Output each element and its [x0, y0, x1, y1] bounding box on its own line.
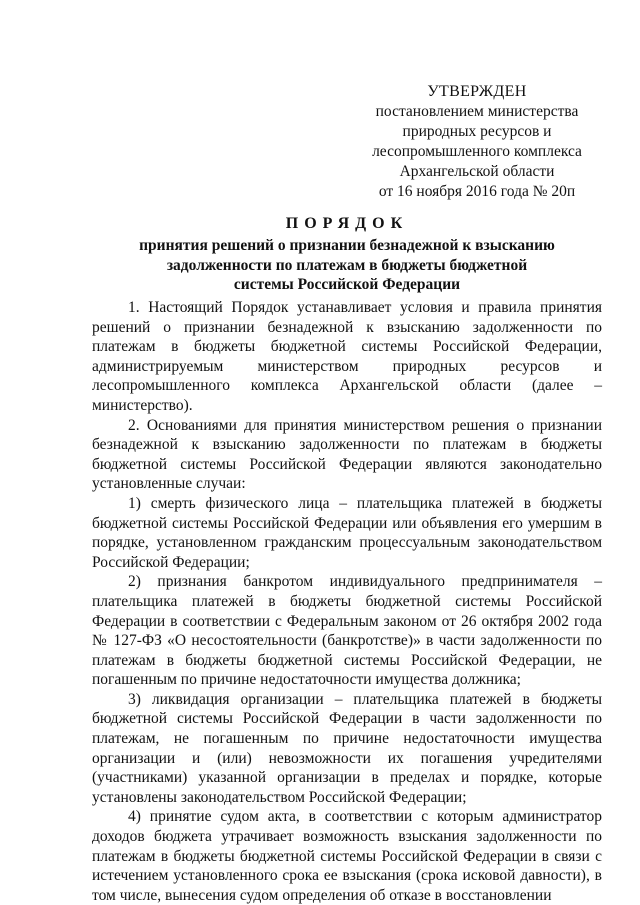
- title-subtitle-line: системы Российской Федерации: [233, 276, 461, 293]
- list-item: 4) принятие судом акта, в соответствии с которым администратор доходов бюджета утрачивает возможность взыскания задолженности по платежам в бюджеты бюджетной системы Российской Федерации в связи с истечением установленного срока ее взыскания (срока исковой давности), в том числе, вынесения судом определения об отказе в восстановлении: [92, 808, 602, 904]
- list-item: 2) признания банкротом индивидуального предпринимателя – плательщика платежей в бюджеты бюджетной системы Российской Федерации в соответствии с Федеральным законом от 26 октября 2002 года № 127-ФЗ «О несостоятельности (банкротстве)» в части задолженности по платежам в бюджеты бюджетной системы Российской Федерации, не погашенным по причине недостаточности имущества должника;: [92, 573, 602, 689]
- title-subtitle-line: принятия решений о признании безнадежной к взысканию: [139, 237, 555, 254]
- document-body: [92, 298, 602, 905]
- approval-line: лесопромышленного комплекса: [372, 143, 582, 160]
- approval-heading: УТВЕРЖДЕН: [427, 83, 527, 100]
- title-main: ПОРЯДОК: [285, 215, 409, 232]
- approval-line: природных ресурсов и: [402, 123, 552, 140]
- approval-date-line: от 16 ноября 2016 года № 20п: [378, 183, 576, 200]
- paragraph: 1. Настоящий Порядок устанавливает условия и правила принятия решений о признании безнадежной к взысканию задолженности по платежам в бюджеты бюджетной системы Российской Федерации, администрируемым министерством природных ресурсов и лесопромышленного комплекса Архангельской области (далее – министерство).: [92, 299, 602, 414]
- approval-line: постановлением министерства: [375, 103, 579, 120]
- approval-stamp: [352, 82, 602, 202]
- paragraph: 2. Основаниями для принятия министерством решения о признании безнадежной к взысканию задолженности по платежам в бюджеты бюджетной системы Российской Федерации являются законодательно установленные случаи:: [92, 416, 602, 493]
- document-title: [92, 212, 602, 295]
- list-item: 3) ликвидация организации – плательщика платежей в бюджеты бюджетной системы Российской Федерации в части задолженности по платежам, не погашенным по причине недостаточности имущества организации и (или) невозможности их погашения учредителями (участниками) указанной организации в пределах и порядке, которые установлены законодательством Российской Федерации;: [92, 690, 602, 806]
- title-subtitle-line: задолженности по платежам в бюджеты бюджетной: [166, 256, 528, 274]
- list-item: 1) смерть физического лица – плательщика платежей в бюджеты бюджетной системы Российской Федерации или объявления его умершим в порядке, установленном гражданским процессуальным законодательством Российской Федерации;: [92, 494, 602, 571]
- approval-line: Архангельской области: [399, 163, 555, 180]
